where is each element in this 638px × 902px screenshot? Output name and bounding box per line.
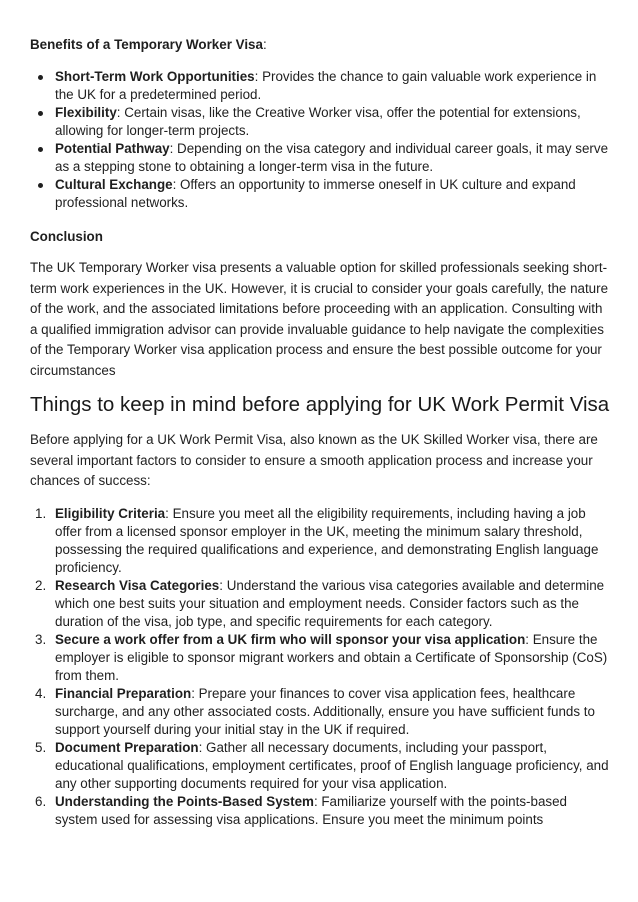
list-item: Short-Term Work Opportunities: Provides the chance to gain valuable work experience in the UK for a predetermined period.: [55, 68, 610, 104]
list-item: 6. Understanding the Points-Based System: Familiarize yourself with the points-based system used for assessing visa applications. Ensure you meet the minimum points: [35, 793, 567, 827]
list-item: Cultural Exchange: Offers an opportunity to immerse oneself in UK culture and expand professional networks.: [55, 176, 610, 212]
conclusion-paragraph: The UK Temporary Worker visa presents a valuable option for skilled professionals seeking short-term work experiences in the UK. However, it is crucial to consider your goals carefully, the nature of the work, and the associated limitations before proceeding with an application. Consulting with a qualified immigration advisor can provide invaluable guidance to help navigate the complexities of the Temporary Worker visa application process and ensure the best possible outcome for your circumstances: [30, 260, 609, 378]
list-item: 2. Research Visa Categories: Understand the various visa categories available and determine which one best suits your situation and employment needs. Consider factors such as the duration of the visa, job type, and specific requirements for each category.: [35, 577, 605, 629]
section-heading: Things to keep in mind before applying for UK Work Permit Visa: [30, 393, 610, 416]
list-item: Potential Pathway: Depending on the visa category and individual career goals, it may serve as a stepping stone to obtaining a longer-term visa in the future.: [55, 141, 609, 174]
benefits-list: [30, 68, 610, 212]
list-item: 4. Financial Preparation: Prepare your finances to cover visa application fees, healthcare surcharge, and any other associated costs. Additionally, ensure you have sufficient funds to support yourself during your initial stay in the UK if required.: [35, 685, 595, 737]
factors-list: [30, 505, 610, 829]
list-item: Flexibility: Certain visas, like the Creative Worker visa, offer the potential for extensions, allowing for longer-term projects.: [55, 104, 610, 140]
conclusion-heading: Conclusion: [30, 229, 103, 244]
list-item: 1. Eligibility Criteria: Ensure you meet all the eligibility requirements, including having a job offer from a licensed sponsor employer in the UK, meeting the minimum salary threshold, possessing the required qualifications and experience, and demonstrating English language proficiency.: [35, 505, 599, 575]
list-item: 5. Document Preparation: Gather all necessary documents, including your passport, educational qualifications, employment certificates, proof of English language proficiency, and any other supporting documents required for your visa application.: [35, 739, 609, 791]
list-item: 3. Secure a work offer from a UK firm who will sponsor your visa application: Ensure the employer is eligible to sponsor migrant workers and obtain a Certificate of Sponsorship (CoS) from them.: [35, 631, 608, 683]
benefits-heading: Benefits of a Temporary Worker Visa:: [30, 37, 267, 52]
intro-paragraph: Before applying for a UK Work Permit Visa, also known as the UK Skilled Worker visa, there are several important factors to consider to ensure a smooth application process and increase your chances of success:: [30, 432, 598, 488]
